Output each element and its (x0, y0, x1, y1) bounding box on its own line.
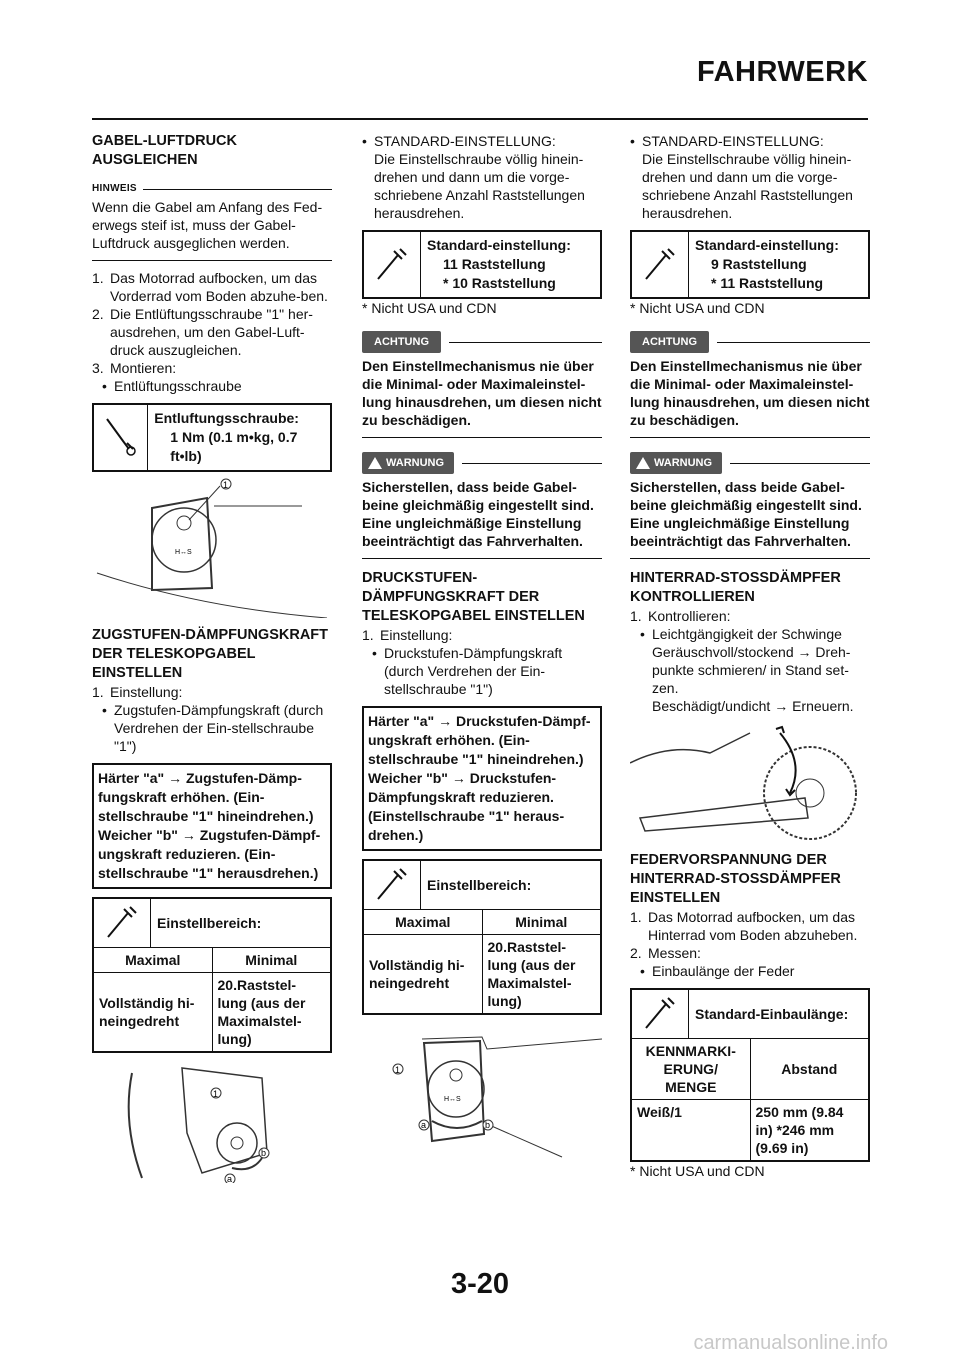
col-min: Minimal (212, 948, 330, 973)
callout-a: a (227, 1174, 233, 1183)
section-heading: FEDERVORSPANNUNG DER HINTERRAD-STOSSDÄMPFER EINSTELLEN (630, 852, 841, 906)
standard-value-1: 9 Raststellung (711, 256, 807, 272)
page-title: FAHRWERK (696, 56, 868, 88)
list-item: 1. Das Motorrad aufbocken, um das Vorderrad vom Boden abzuhe-ben. (92, 269, 332, 305)
warnung-text: Sicherstellen, dass beide Gabel-beine gleichmäßig eingestellt sind. Eine ungleichmäßige Einstellung beeinträchtigt das Fahrverhalten. (630, 479, 862, 549)
standard-setting-box (362, 230, 602, 299)
step-text: Montieren: (110, 360, 177, 376)
divider (362, 558, 602, 559)
wrench-icon (632, 990, 689, 1038)
rule-b-text: Druckstufen-Dämpfungskraft reduzieren. (Einstellschraube "1" heraus-drehen.) (368, 770, 565, 843)
list-item: • Druckstufen-Dämpfungskraft (durch Verdrehen der Ein-stellschraube "1") (362, 644, 602, 698)
hs-marking: H↔S (444, 1096, 461, 1103)
mark-value: Weiß/1 (632, 1100, 750, 1161)
divider (362, 437, 602, 438)
length-label: Standard-Einbaulänge: (695, 1005, 849, 1022)
wrench-icon (94, 899, 151, 947)
achtung-text: Den Einstellmechanismus nie über die Minimal- oder Maximaleinstel-lung hinausdrehen, um diesen nicht zu beschädigen. (362, 358, 602, 428)
standard-value-2: * 11 Raststellung (711, 275, 824, 291)
achtung-bar (630, 331, 870, 353)
col-min: Minimal (482, 910, 600, 935)
bullet-text: Entlüftungsschraube (114, 378, 242, 394)
installed-length-box (630, 988, 870, 1162)
section-heading: ZUGSTUFEN-DÄMPFUNGSKRAFT DER TELESKOPGABEL EINSTELLEN (92, 627, 329, 681)
list-item: • Einbaulänge der Feder (640, 963, 795, 979)
watermark: carmanualsonline.info (693, 1332, 888, 1354)
warnung-label: WARNUNG (654, 457, 713, 469)
col-mark: KENNMARKI-ERUNG/ MENGE (632, 1039, 750, 1100)
footnote: * Nicht USA und CDN (630, 300, 765, 316)
list-item: 2. Messen: (630, 945, 701, 961)
warnung-label: WARNUNG (386, 457, 445, 469)
section-heading: DRUCKSTUFEN-DÄMPFUNGSKRAFT DER TELESKOPGABEL EINSTELLEN (362, 570, 585, 624)
step-text: Einstellung: (380, 627, 453, 643)
fork-air-screw-figure (92, 478, 332, 618)
col-max: Maximal (94, 948, 212, 973)
list-item: • STANDARD-EINSTELLUNG: (630, 133, 824, 149)
rebound-adjuster-figure (92, 1063, 332, 1183)
bullet-text: Einbaulänge der Feder (652, 963, 795, 979)
col-distance: Abstand (750, 1039, 868, 1100)
list-item: 1. Das Motorrad aufbocken, um das Hinterrad vom Boden abzuheben. (630, 908, 870, 944)
step-text: Messen: (648, 945, 701, 961)
achtung-label: ACHTUNG (362, 331, 441, 353)
footnote: * Nicht USA und CDN (362, 300, 497, 316)
hs-marking: H↔S (175, 549, 192, 556)
list-item: • Entlüftungsschraube (102, 378, 242, 394)
list-item: • STANDARD-EINSTELLUNG: (362, 133, 556, 149)
rule-box (92, 763, 332, 889)
achtung-text: Den Einstellmechanismus nie über die Minimal- oder Maximaleinstel-lung hinausdrehen, um diesen nicht zu beschädigen. (630, 358, 870, 428)
step-text: Die Entlüftungsschraube "1" her-ausdrehen, um den Gabel-Luft-druck auszugleichen. (110, 306, 313, 358)
arrow-right-icon: → (168, 770, 183, 786)
divider (143, 189, 332, 190)
rule-b-label: Weicher "b" (368, 770, 448, 786)
bullet-body: Die Einstellschraube völlig hinein-drehen und dann um die vorge-schriebene Anzahl Raststellungen herausdrehen. (374, 151, 585, 221)
max-value: Vollständig hi-neingedreht (364, 935, 482, 1014)
warning-icon (636, 457, 650, 469)
rule-a-label: Härter "a" (368, 713, 435, 729)
callout-1: 1 (223, 480, 229, 490)
step-text: Das Motorrad aufbocken, um das Vorderrad vom Boden abzuhe-ben. (110, 270, 328, 304)
standard-value-1: 11 Raststellung (443, 256, 546, 272)
list-item: 3. Montieren: (92, 360, 177, 376)
range-box (92, 897, 332, 1053)
rule-a-label: Härter "a" (98, 770, 165, 786)
rule-b-text: Zugstufen-Dämpf-ungskraft reduzieren. (Ein-stellschraube "1" herausdrehen.) (98, 827, 321, 881)
column-3 (630, 132, 870, 1180)
bullet-text: STANDARD-EINSTELLUNG: (642, 133, 824, 149)
step-text: Das Motorrad aufbocken, um das Hinterrad vom Boden abzuheben. (648, 909, 858, 943)
range-label: Einstellbereich: (427, 876, 532, 893)
check-result-2: Beschädigt/undicht → Erneuern. (652, 698, 854, 714)
check-result-1: Geräuschvoll/stockend → Dreh-punkte schmieren/ in Stand set-zen. (652, 644, 851, 696)
compression-adjuster-figure (362, 1029, 602, 1159)
header-rule (92, 118, 868, 120)
divider (92, 260, 332, 261)
list-item: 1. Einstellung: (362, 627, 453, 643)
footnote: * Nicht USA und CDN (630, 1163, 765, 1179)
callout-a: a (421, 1120, 427, 1130)
achtung-bar (362, 331, 602, 353)
column-2 (362, 132, 602, 1159)
divider (630, 437, 870, 438)
col-max: Maximal (364, 910, 482, 935)
bullet-body: Die Einstellschraube völlig hinein-drehen und dann um die vorge-schriebene Anzahl Raststellungen herausdrehen. (642, 151, 853, 221)
step-text: Einstellung: (110, 684, 183, 700)
wrench-icon (364, 861, 421, 909)
rule-b-label: Weicher "b" (98, 827, 178, 843)
torque-wrench-icon (94, 405, 148, 470)
torque-spec-box (92, 403, 332, 472)
list-item: • Leichtgängigkeit der Schwinge (640, 626, 842, 642)
range-box (362, 859, 602, 1015)
divider (630, 558, 870, 559)
standard-value-2: * 10 Raststellung (443, 275, 556, 291)
achtung-label: ACHTUNG (630, 331, 709, 353)
warnung-bar (362, 452, 602, 474)
hinweis-label: HINWEIS (92, 183, 137, 194)
list-item: • Zugstufen-Dämpfungskraft (durch Verdrehen der Ein-stellschraube "1") (92, 701, 332, 755)
section-heading: GABEL-LUFTDRUCK AUSGLEICHEN (92, 133, 237, 168)
standard-label: Standard-einstellung: (427, 237, 571, 253)
arrow-right-icon: → (774, 698, 789, 714)
bullet-text: Druckstufen-Dämpfungskraft (durch Verdrehen der Ein-stellschraube "1") (384, 645, 563, 697)
list-item: 2. Die Entlüftungsschraube "1" her-ausdrehen, um den Gabel-Luft-druck auszugleichen. (92, 305, 332, 359)
arrow-right-icon: → (438, 713, 453, 729)
max-value: Vollständig hi-neingedreht (94, 973, 212, 1052)
torque-label: Entluftungsschraube: (154, 410, 299, 426)
callout-1: 1 (213, 1089, 219, 1099)
standard-label: Standard-einstellung: (695, 237, 839, 253)
rule-a-text: Zugstufen-Dämp-fungskraft erhöhen. (Ein-stellschraube "1" hineindrehen.) (98, 770, 314, 824)
min-value: 20.Raststel-lung (aus der Maximalstel-lung) (482, 935, 600, 1014)
distance-value: 250 mm (9.84 in) *246 mm (9.69 in) (750, 1100, 868, 1161)
warning-icon (368, 457, 382, 469)
torque-value: 1 Nm (0.1 m•kg, 0.7 ft•lb) (170, 429, 298, 464)
standard-setting-box (630, 230, 870, 299)
callout-b: b (485, 1120, 491, 1130)
rule-box (362, 706, 602, 851)
range-label: Einstellbereich: (157, 914, 262, 931)
arrow-right-icon: → (451, 770, 466, 786)
list-item: 1. Einstellung: (92, 684, 183, 700)
list-item: 1. Kontrollieren: (630, 608, 731, 624)
callout-b: b (261, 1148, 267, 1158)
column-1 (92, 132, 332, 1183)
bullet-text: Zugstufen-Dämpfungskraft (durch Verdrehen der Ein-stellschraube "1") (114, 702, 324, 754)
min-value: 20.Raststel-lung (aus der Maximalstel-lung) (212, 973, 330, 1052)
hinweis-text: Wenn die Gabel am Anfang des Fed-erwegs steif ist, muss der Gabel-Luftdruck ausgeglichen werden. (92, 199, 323, 251)
callout-1: 1 (395, 1065, 401, 1075)
swingarm-figure (630, 723, 870, 841)
step-text: Kontrollieren: (648, 608, 731, 624)
section-heading: HINTERRAD-STOSSDÄMPFER KONTROLLIEREN (630, 570, 841, 605)
rule-a-text: Druckstufen-Dämpf-ungskraft erhöhen. (Ein-stellschraube "1" hineindrehen.) (368, 713, 591, 767)
arrow-right-icon: → (181, 827, 196, 843)
arrow-right-icon: → (797, 644, 812, 660)
bullet-text: STANDARD-EINSTELLUNG: (374, 133, 556, 149)
page-number: 3-20 (450, 1268, 510, 1300)
wrench-icon (364, 232, 421, 297)
bullet-text: Leichtgängigkeit der Schwinge (652, 626, 842, 642)
wrench-icon (632, 232, 689, 297)
warnung-text: Sicherstellen, dass beide Gabel-beine gleichmäßig eingestellt sind. Eine ungleichmäßige Einstellung beeinträchtigt das Fahrverhalten. (362, 479, 594, 549)
hinweis-label-row (92, 180, 332, 198)
warnung-bar (630, 452, 870, 474)
